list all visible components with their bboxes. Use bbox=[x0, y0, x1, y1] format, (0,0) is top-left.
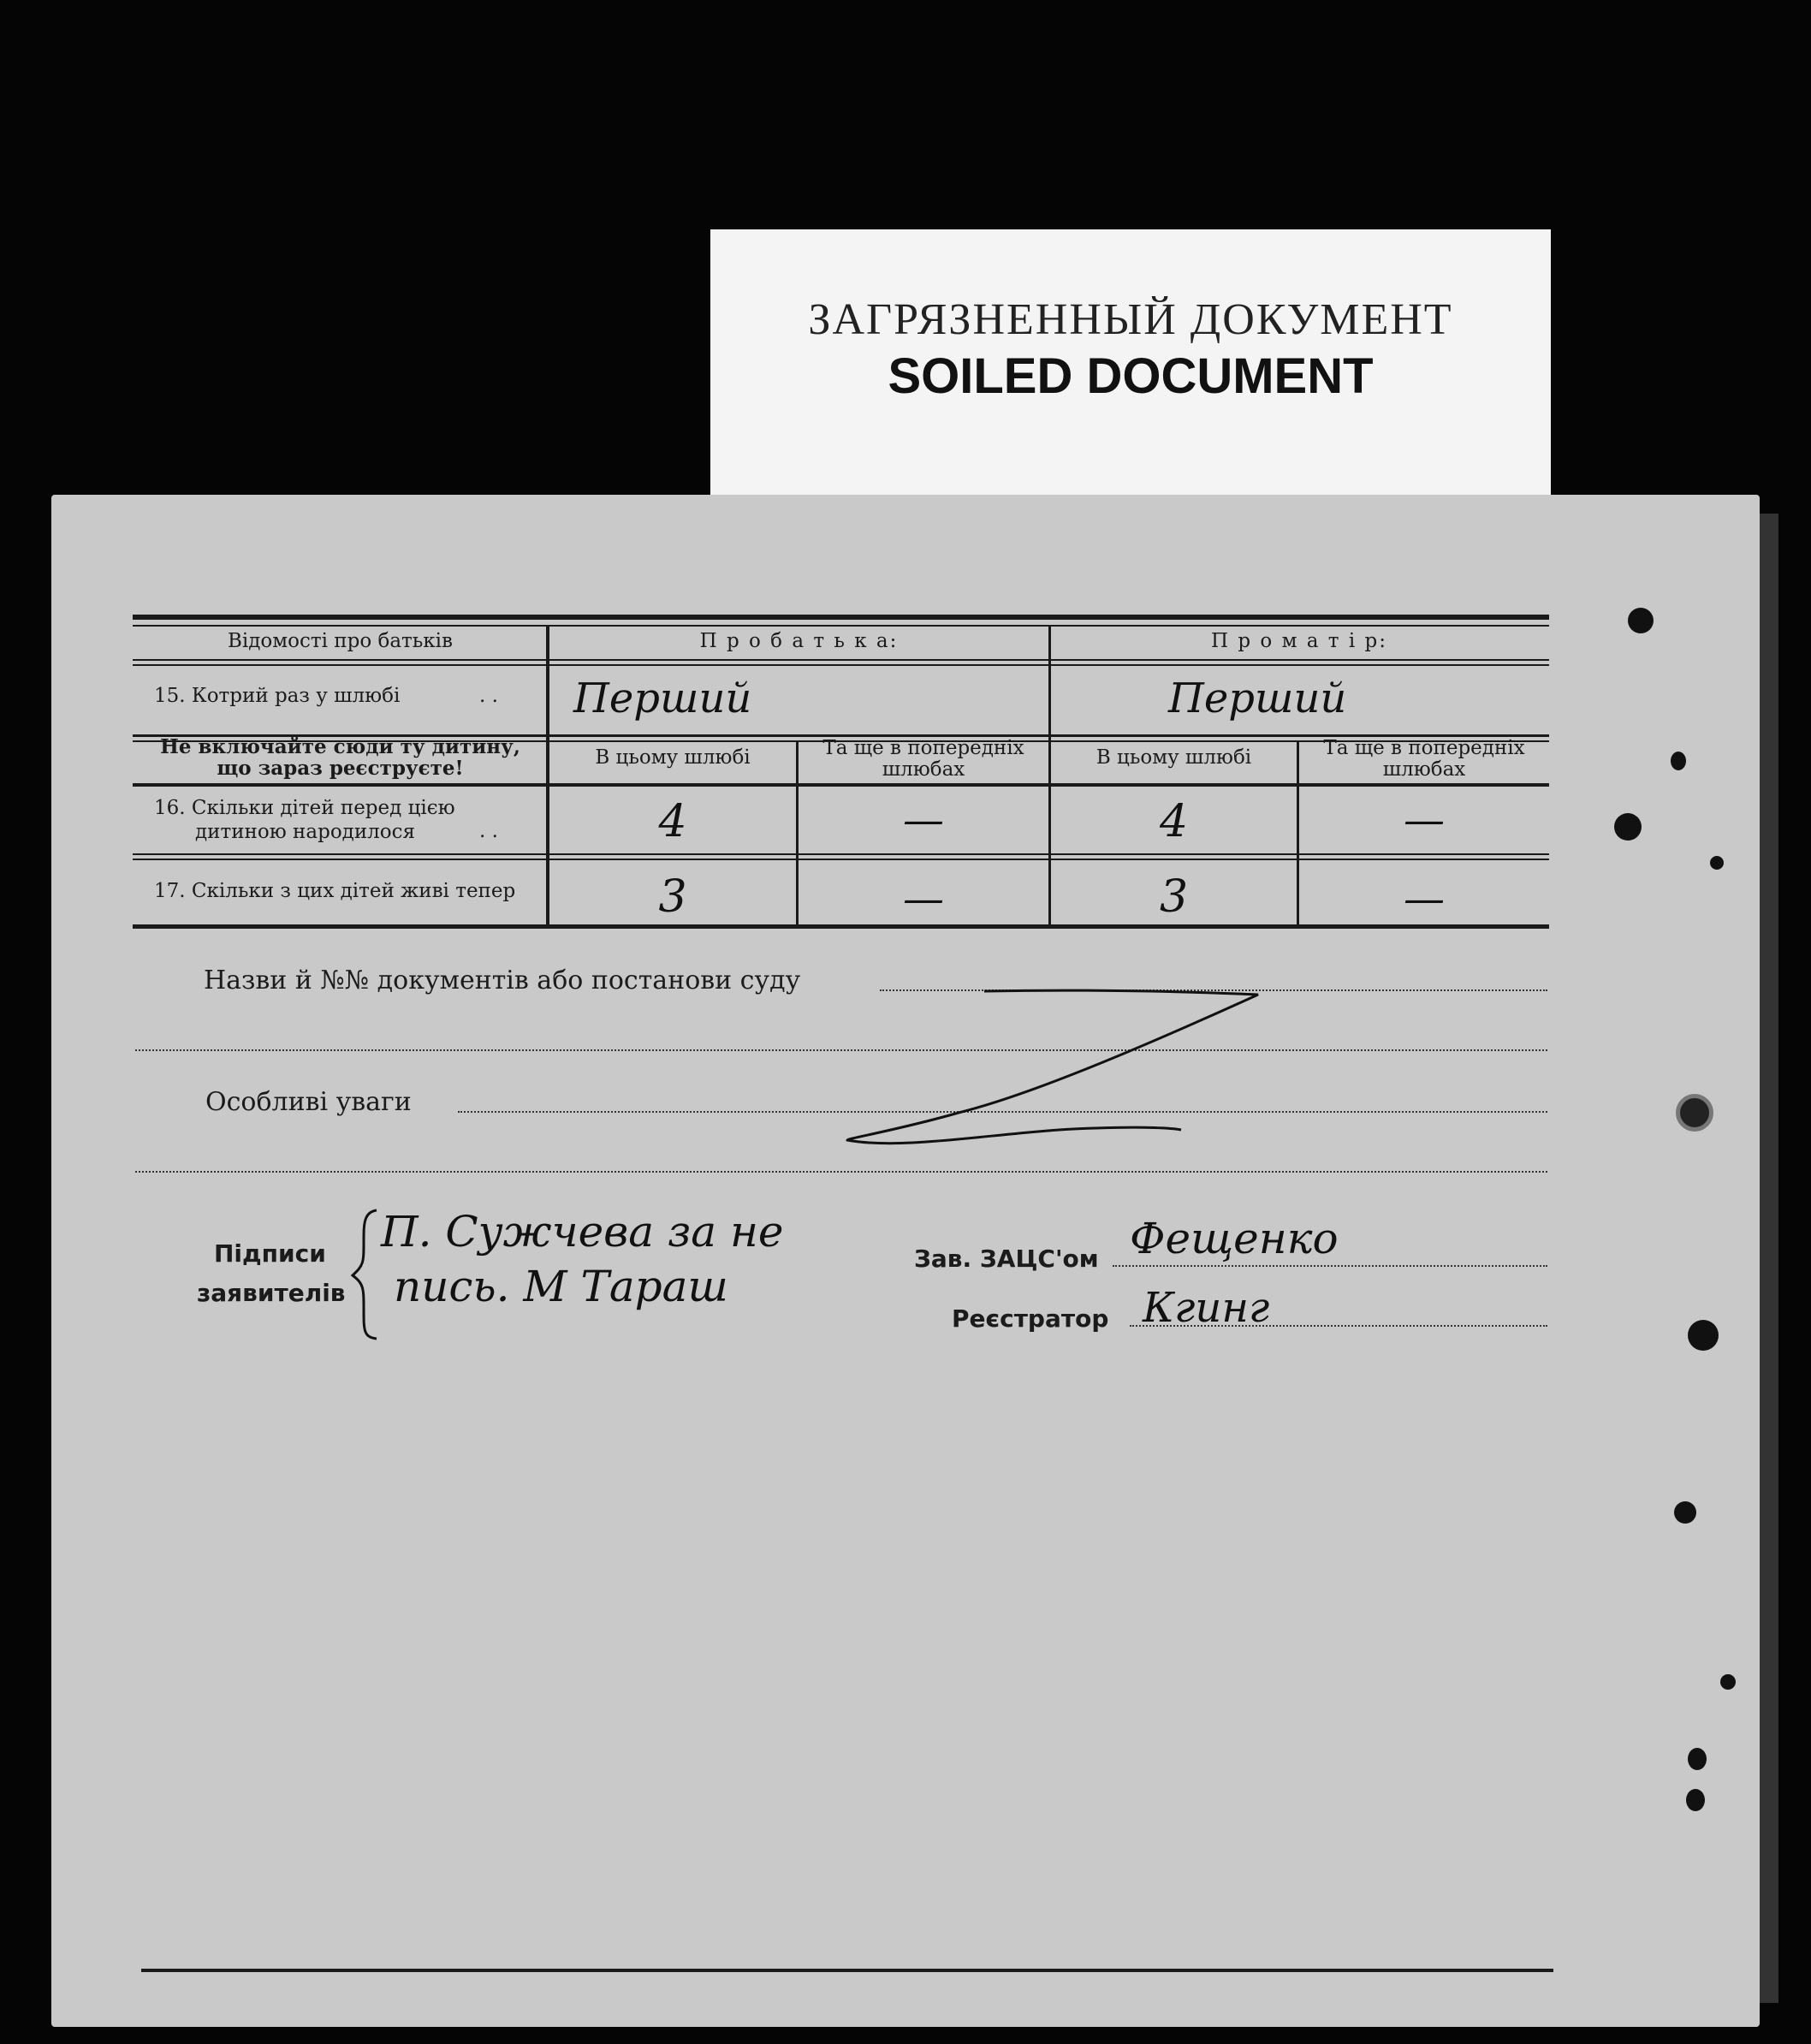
row17-label: 17. Скільки з цих дітей живі тепер bbox=[154, 880, 516, 902]
father-previous-header-line1: Та ще в попередніх bbox=[822, 737, 1024, 759]
punch-hole bbox=[1671, 752, 1686, 770]
row17-mother-prev: — bbox=[1404, 875, 1445, 923]
row16-label-line2: дитиною народилося bbox=[195, 821, 416, 843]
remarks-strike-flourish bbox=[847, 990, 1258, 1144]
row16-mother-prev: — bbox=[1404, 796, 1445, 844]
row15-mother-value: Перший bbox=[1168, 674, 1347, 722]
row15-father-value: Перший bbox=[573, 674, 752, 722]
punch-hole bbox=[1688, 1320, 1719, 1351]
punch-hole bbox=[1674, 1501, 1696, 1524]
row16-leader: . . bbox=[479, 820, 498, 842]
punch-hole bbox=[1710, 856, 1724, 870]
father-this-marriage-header: В цьому шлюбі bbox=[595, 746, 751, 769]
row17-father-this: 3 bbox=[658, 871, 687, 923]
head-zags-label: Зав. ЗАЦС'ом bbox=[914, 1245, 1099, 1273]
signatures-label-line1: Підписи bbox=[214, 1239, 326, 1268]
signature-brace bbox=[353, 1210, 377, 1339]
label-russian: ЗАГРЯЗНЕННЫЙ ДОКУМЕНТ bbox=[808, 295, 1453, 344]
punch-hole bbox=[1688, 1748, 1707, 1770]
applicant-signature-line1: П. Сужчева за не bbox=[381, 1207, 784, 1257]
punch-hole bbox=[1614, 813, 1642, 841]
row17-mother-this: 3 bbox=[1159, 871, 1189, 923]
registrar-label: Реєстратор bbox=[952, 1304, 1109, 1333]
applicant-signature-line2: пись. М Тараш bbox=[394, 1262, 728, 1311]
punch-hole bbox=[1628, 608, 1654, 633]
mother-this-marriage-header: В цьому шлюбі bbox=[1096, 746, 1252, 769]
documents-label: Назви й №№ документів або постанови суду bbox=[204, 966, 801, 995]
header-col-label: Відомості про батьків bbox=[228, 630, 453, 652]
exclusion-note-line2: що зараз реєструєте! bbox=[217, 757, 464, 780]
header-father: П р о б а т ь к а: bbox=[699, 630, 899, 652]
row16-father-this: 4 bbox=[658, 796, 687, 847]
head-zags-signature: Фещенко bbox=[1130, 1214, 1339, 1263]
punch-hole bbox=[1686, 1789, 1705, 1811]
exclusion-note-line1: Не включайте сюди ту дитину, bbox=[160, 735, 520, 758]
row16-mother-this: 4 bbox=[1159, 796, 1189, 847]
label-english: SOILED DOCUMENT bbox=[888, 348, 1374, 404]
mother-previous-header-line1: Та ще в попередніх bbox=[1323, 737, 1525, 759]
remarks-label: Особливі уваги bbox=[205, 1087, 412, 1117]
row15-leader: . . bbox=[479, 685, 498, 707]
row17-father-prev: — bbox=[903, 875, 944, 923]
row16-father-prev: — bbox=[903, 796, 944, 844]
header-mother: П р о м а т і р: bbox=[1211, 630, 1387, 652]
punch-hole bbox=[1720, 1674, 1736, 1690]
father-previous-header-line2: шлюбах bbox=[882, 758, 965, 781]
punch-hole bbox=[1676, 1094, 1713, 1132]
row15-label: 15. Котрий раз у шлюбі bbox=[154, 685, 401, 707]
registrar-signature: Кгинг bbox=[1143, 1284, 1270, 1332]
mother-previous-header-line2: шлюбах bbox=[1382, 758, 1466, 781]
signatures-label-line2: заявителів bbox=[197, 1279, 346, 1307]
row16-label-line1: 16. Скільки дітей перед цією bbox=[154, 797, 455, 819]
